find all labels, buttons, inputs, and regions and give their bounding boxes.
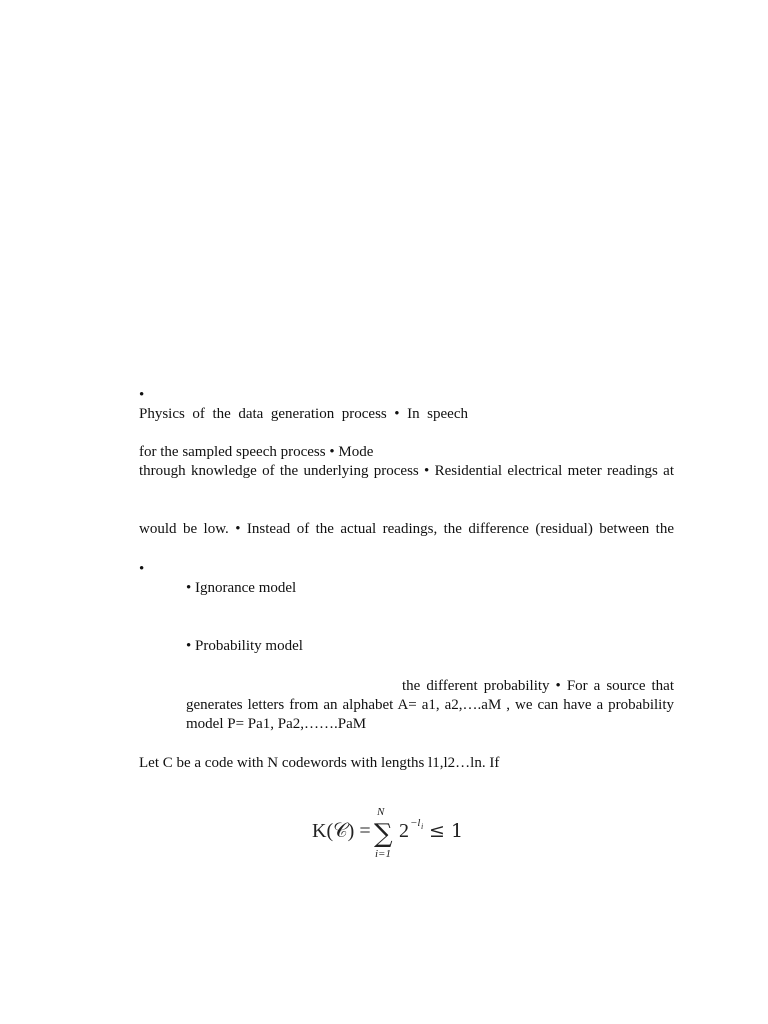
formula-lower-limit: i=1 — [375, 848, 391, 860]
formula-sum-symbol: ∑ — [374, 819, 393, 849]
paragraph-line: for the sampled speech process • Mode — [139, 444, 374, 460]
formula-base: 2 — [399, 820, 409, 842]
formula-exponent-subscript: i — [421, 822, 424, 831]
formula-upper-limit: N — [377, 806, 385, 818]
formula-lhs: K(𝒞) = — [312, 820, 371, 842]
paragraph-line: Physics of the data generation process • In speech — [139, 406, 468, 422]
list-item-ignorance-model: • Ignorance model — [186, 580, 297, 596]
bullet-marker: • — [139, 387, 145, 403]
formula-exponent: −l — [410, 817, 421, 829]
paragraph-line: the different probability • For a source that — [402, 678, 674, 694]
paragraph-line: model P= Pa1, Pa2,…….PaM — [186, 716, 367, 732]
list-item-probability-model: • Probability model — [186, 638, 303, 654]
bullet-marker: • — [139, 561, 145, 577]
paragraph-line: through knowledge of the underlying process • Residential electrical meter readings at — [139, 463, 674, 479]
paragraph-line: Let C be a code with N codewords with lengths l1,l2…ln. If — [139, 755, 500, 771]
formula-relation: ≤ 1 — [429, 820, 464, 842]
kraft-inequality-formula — [305, 802, 465, 866]
paragraph-line: generates letters from an alphabet A= a1, a2,….aM , we can have a probability — [186, 697, 674, 713]
paragraph-line: would be low. • Instead of the actual readings, the difference (residual) between the — [139, 521, 674, 537]
